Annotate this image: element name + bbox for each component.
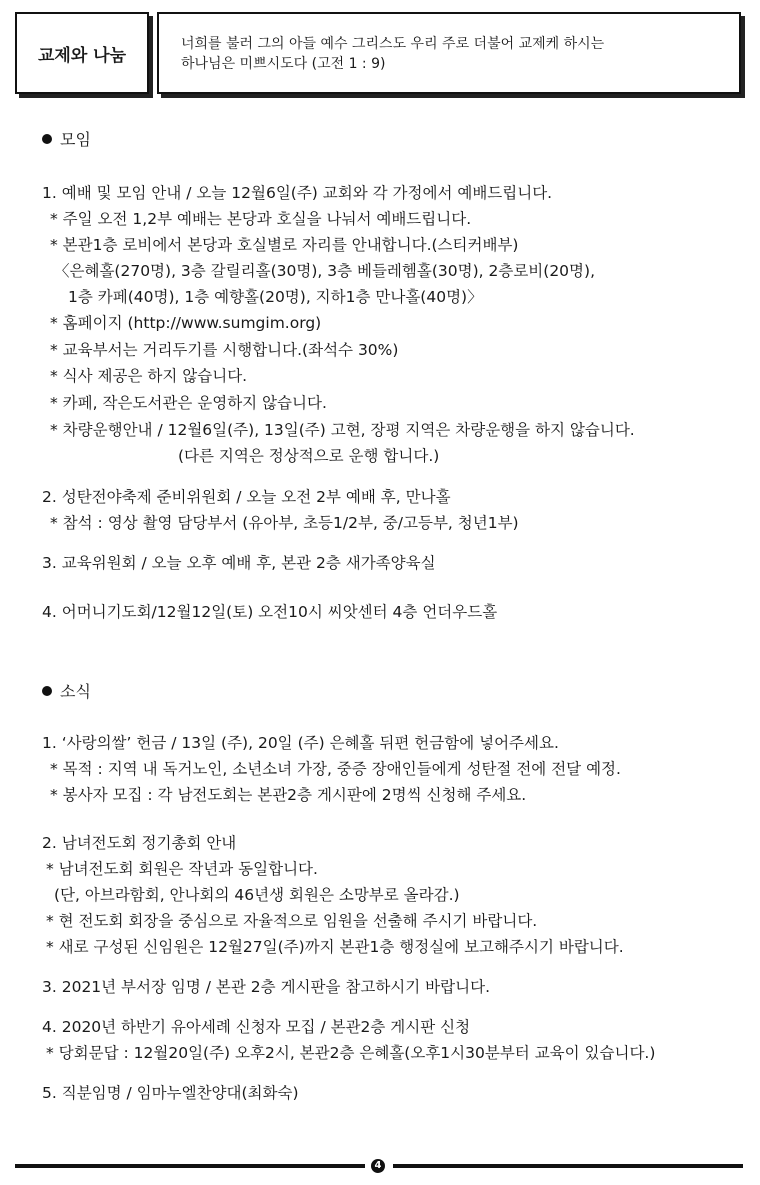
notice-subitem: 〈은혜홀(270명), 3층 갈릴리홀(30명), 3층 베들레헴홀(30명), 2층로비(20명), xyxy=(54,262,595,280)
news-subitem: * 현 전도회 회장을 중심으로 자율적으로 임원을 선출해 주시기 바랍니다. xyxy=(46,912,538,930)
news-heading xyxy=(42,682,91,702)
news-subitem: (단, 아브라함회, 안나회의 46년생 회원은 소망부로 올라감.) xyxy=(54,886,460,904)
notice-subitem: * 카페, 작은도서관은 운영하지 않습니다. xyxy=(50,394,327,412)
notice-subitem: * 주일 오전 1,2부 예배는 본당과 호실을 나눠서 예배드립니다. xyxy=(50,210,472,228)
notice-item: 2. 성탄전야축제 준비위원회 / 오늘 오전 2부 예배 후, 만나홀 xyxy=(42,488,451,506)
notice-item: 4. 어머니기도회/12월12일(토) 오전10시 씨앗센터 4층 언더우드홀 xyxy=(42,603,498,621)
news-subitem: * 남녀전도회 회원은 작년과 동일합니다. xyxy=(46,860,318,878)
notice-subitem: * 차량운행안내 / 12월6일(주), 13일(주) 고현, 장평 지역은 차량운행을 하지 않습니다. xyxy=(50,421,635,439)
verse-line: 너희를 불러 그의 아들 예수 그리스도 우리 주로 더불어 교제케 하시는 xyxy=(181,36,605,52)
news-item: 3. 2021년 부서장 임명 / 본관 2층 게시판을 참고하시기 바랍니다. xyxy=(42,978,490,996)
notice-item: 3. 교육위원회 / 오늘 오후 예배 후, 본관 2층 새가족양육실 xyxy=(42,554,436,572)
notice-subitem: (다른 지역은 정상적으로 운행 합니다.) xyxy=(178,447,440,465)
news-item: 5. 직분임명 / 임마누엘찬양대(최화숙) xyxy=(42,1084,299,1102)
news-subitem: * 새로 구성된 신임원은 12월27일(주)까지 본관1층 행정실에 보고해주시기 바랍니다. xyxy=(46,938,624,956)
verse-box xyxy=(157,12,741,94)
gathering-heading xyxy=(42,130,91,150)
news-item: 1. ‘사랑의쌀’ 헌금 / 13일 (주), 20일 (주) 은혜홀 뒤편 헌금함에 넣어주세요. xyxy=(42,734,559,752)
news-item: 4. 2020년 하반기 유아세례 신청자 모집 / 본관2층 게시판 신청 xyxy=(42,1018,471,1036)
news-title: 소식 xyxy=(60,682,91,701)
bullet-icon xyxy=(42,686,52,696)
footer-rule-right xyxy=(393,1164,743,1168)
notice-subitem: * 참석 : 영상 촬영 담당부서 (유아부, 초등1/2부, 중/고등부, 청년1부) xyxy=(50,514,519,532)
notice-subitem: 1층 카페(40명), 1층 예향홀(20명), 지하1층 만나홀(40명)〉 xyxy=(68,288,483,306)
footer-rule-left xyxy=(15,1164,365,1168)
news-subitem: * 봉사자 모집 : 각 남전도회는 본관2층 게시판에 2명씩 신청해 주세요. xyxy=(50,786,527,804)
notice-subitem: * 식사 제공은 하지 않습니다. xyxy=(50,367,248,385)
section-label: 교제와 나눔 xyxy=(37,45,127,66)
bullet-icon xyxy=(42,134,52,144)
news-subitem: * 당회문답 : 12월20일(주) 오후2시, 본관2층 은혜홀(오후1시30분부터 교육이 있습니다.) xyxy=(46,1044,656,1062)
notice-item: 1. 예배 및 모임 안내 / 오늘 12월6일(주) 교회와 각 가정에서 예배드립니다. xyxy=(42,184,553,202)
notice-subitem: * 본관1층 로비에서 본당과 호실별로 자리를 안내합니다.(스티커배부) xyxy=(50,236,519,254)
verse-line: 하나님은 미쁘시도다 (고전 1 : 9) xyxy=(181,56,386,72)
news-subitem: * 목적 : 지역 내 독거노인, 소년소녀 가장, 중증 장애인들에게 성탄절 전에 전달 예정. xyxy=(50,760,621,778)
section-label-box xyxy=(15,12,149,94)
gathering-title: 모임 xyxy=(60,130,91,149)
notice-subitem: * 교육부서는 거리두기를 시행합니다.(좌석수 30%) xyxy=(50,341,399,359)
notice-subitem: * 홈페이지 (http://www.sumgim.org) xyxy=(50,314,322,332)
page-number: 4 xyxy=(371,1159,385,1173)
news-item: 2. 남녀전도회 정기총회 안내 xyxy=(42,834,237,852)
